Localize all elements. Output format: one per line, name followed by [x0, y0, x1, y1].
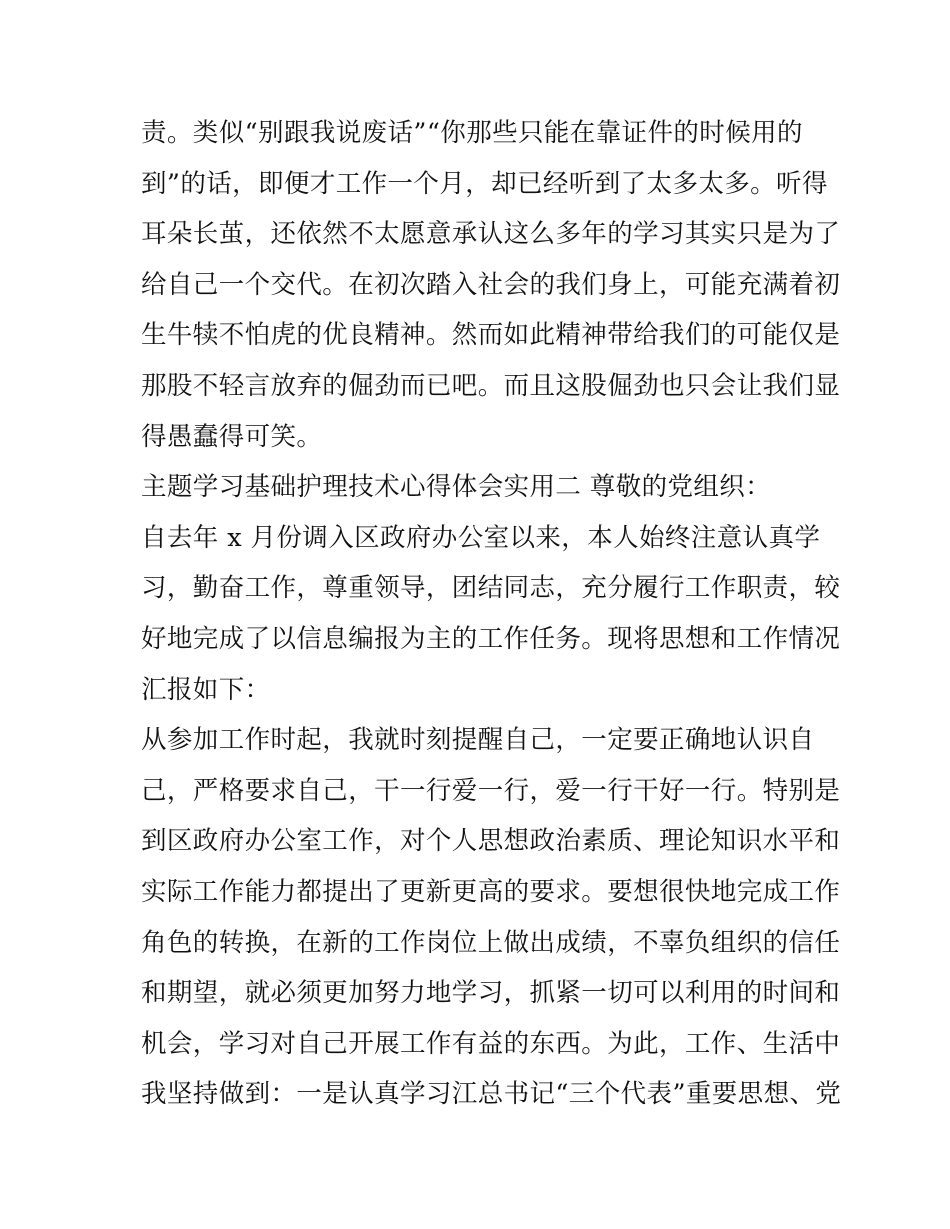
text-line: 好地完成了以信息编报为主的工作任务。现将思想和工作情况 — [141, 623, 841, 654]
text-line: 习，勤奋工作，尊重领导，团结同志，充分履行工作职责，较 — [141, 573, 841, 604]
text-line: 耳朵长茧，还依然不太愿意承认这么多年的学习其实只是为了 — [141, 219, 841, 250]
text-line: 我坚持做到：一是认真学习江总书记“三个代表”重要思想、党 — [141, 1079, 842, 1110]
text-line: 自去年 x 月份调入区政府办公室以来，本人始终注意认真学 — [141, 522, 821, 553]
text-line: 到”的话，即便才工作一个月，却已经听到了太多太多。听得 — [141, 168, 828, 199]
text-line: 生牛犊不怕虎的优良精神。然而如此精神带给我们的可能仅是 — [141, 320, 841, 351]
text-line: 和期望，就必须更加努力地学习，抓紧一切可以利用的时间和 — [141, 978, 841, 1009]
text-line: 角色的转换，在新的工作岗位上做出成绩，不辜负组织的信任 — [141, 927, 841, 958]
text-line: 汇报如下： — [141, 674, 271, 705]
text-line: 那股不轻言放弃的倔劲而已吧。而且这股倔劲也只会让我们显 — [141, 370, 841, 401]
text-line: 实际工作能力都提出了更新更高的要求。要想很快地完成工作 — [141, 876, 841, 907]
text-line: 得愚蠢得可笑。 — [141, 421, 323, 452]
text-line: 给自己一个交代。在初次踏入社会的我们身上，可能充满着初 — [141, 269, 841, 300]
text-line: 机会，学习对自己开展工作有益的东西。为此，工作、生活中 — [141, 1028, 841, 1059]
body-text — [141, 108, 842, 1120]
text-line: 责。类似“别跟我说废话”“你那些只能在靠证件的时候用的 — [141, 118, 803, 148]
text-line: 从参加工作时起，我就时刻提醒自己，一定要正确地认识自 — [141, 725, 815, 756]
text-line: 到区政府办公室工作，对个人思想政治素质、理论知识水平和 — [141, 826, 841, 857]
section-heading: 主题学习基础护理技术心得体会实用二 尊敬的党组织： — [141, 472, 772, 503]
text-line: 己，严格要求自己，干一行爱一行，爱一行干好一行。特别是 — [141, 775, 841, 806]
